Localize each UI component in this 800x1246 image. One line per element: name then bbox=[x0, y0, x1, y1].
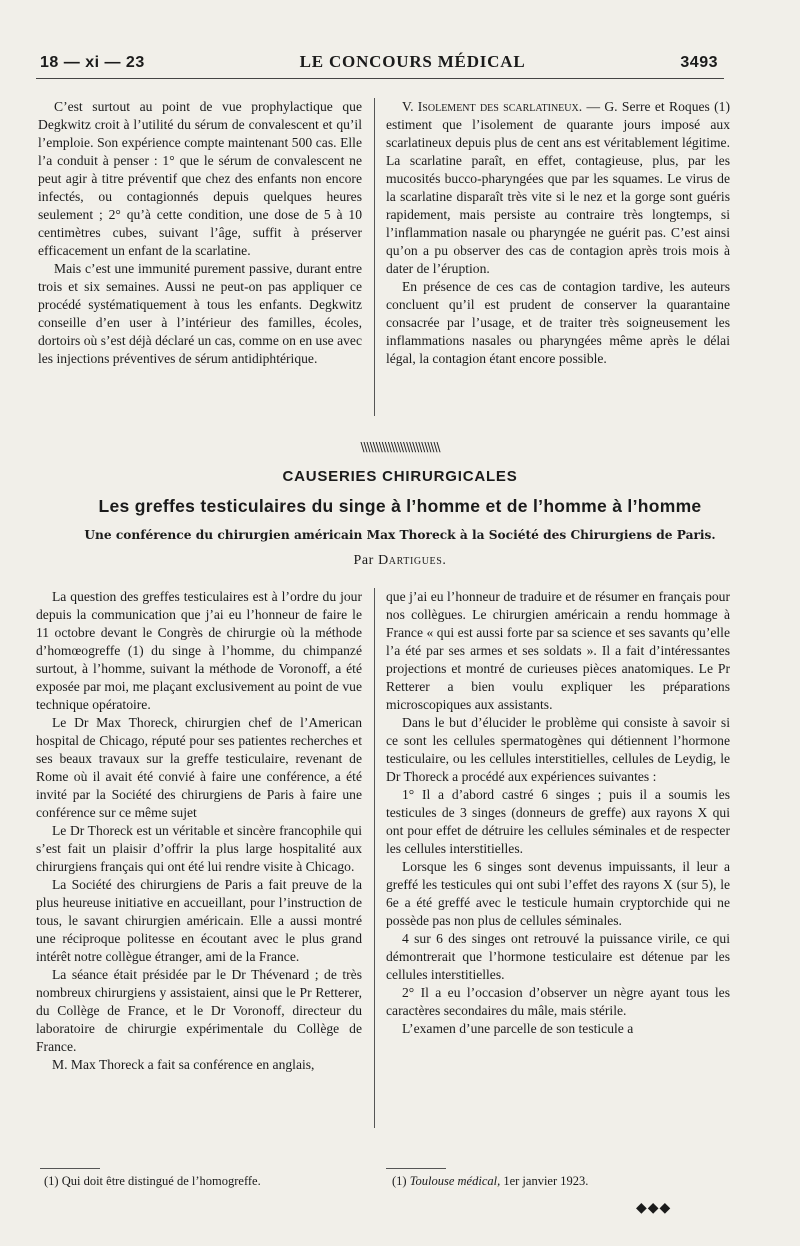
paragraph: Mais c’est une immunité purement passive, durant entre trois et six semaines. Aussi ne peut-on pas appliquer ce procédé systématiquement à tous les enfants. Degkwitz conseille d’en user à l’intérieur des familles, écoles, dortoirs où s’est déjà déclaré un cas, comme on en use avec les injections préventives de sérum antidiphtérique. bbox=[38, 261, 362, 366]
paragraph: M. Max Thoreck a fait sa conférence en anglais, bbox=[52, 1057, 315, 1072]
column-divider bbox=[374, 98, 375, 416]
article-title: Les greffes testiculaires du singe à l’homme et de l’homme à l’homme bbox=[98, 496, 702, 516]
footnote-date: 1er janvier 1923. bbox=[503, 1174, 589, 1188]
footnote-rule bbox=[40, 1168, 100, 1169]
paragraph: 4 sur 6 des singes ont retrouvé la puissance virile, ce qui démontrerait que l’hormone testiculaire est détenue par les cellules interstitielles. bbox=[386, 931, 730, 982]
paragraph: Lorsque les 6 singes sont devenus impuissants, il leur a greffé les testicules qui ont subi l’effet des rayons X (sur 5), le 6e a été greffé avec le testicule humain cryptorchide qui ne possède pas non plus de cellules séminales. bbox=[386, 859, 730, 928]
footnote-rule bbox=[386, 1168, 446, 1169]
footnote-left: (1) Qui doit être distingué de l’homogreffe. bbox=[44, 1174, 261, 1188]
journal-title: LE CONCOURS MÉDICAL bbox=[299, 52, 526, 71]
paragraph: C’est surtout au point de vue prophylactique que Degkwitz croit à l’utilité du sérum de convalescent et qu’il l’emploie. Son expérience compte maintenant 500 cas. Elle l’a conduit à penser : 1° que le sérum de convalescent ne peut agir à titre préventif que chez des enfants non encore infectés, ou contagionnés depuis quelques heures seulement ; 2° qu’à cette condition, une dose de 5 à 10 centimètres cubes, suivant l’âge, suffit à préserver efficacement un enfant de la scarlatine. bbox=[38, 99, 362, 258]
paragraph: Dans le but d’élucider le problème qui consiste à savoir si ce sont les cellules spermatogènes qui détiennent l’hormone testiculaire, ou les cellules interstitielles, cellules de Leydig, le Dr Thoreck a procédé aux expériences suivantes : bbox=[386, 715, 730, 784]
paragraph: Le Dr Max Thoreck, chirurgien chef de l’American hospital de Chicago, réputé pour ses patientes recherches et ses beaux travaux sur la greffe testiculaire, revenant de Rome où il avait été convié à faire une conférence, a été invité par la Société des chirurgiens de Paris à faire une conférence sur ce même sujet bbox=[36, 715, 362, 820]
subsection-heading: V. Isolement des scarlatineux. bbox=[402, 99, 583, 114]
footnote-number: (1) bbox=[392, 1174, 407, 1188]
paragraph: L’examen d’une parcelle de son testicule a bbox=[402, 1021, 634, 1036]
page-number: 3493 bbox=[680, 54, 718, 71]
paragraph: La Société des chirurgiens de Paris a fait preuve de la plus heureuse initiative en accueillant, pour l’instruction de tous, le savant chirurgien américain. Elle a aussi montré une réciproque politesse en écoutant avec le plus grand intérêt notre collègue étranger, ami de la France. bbox=[36, 877, 362, 964]
running-header bbox=[40, 52, 718, 72]
paragraph: 2° Il a eu l’occasion d’observer un nègre ayant tous les caractères secondaires du mâle, mais stérile. bbox=[386, 985, 730, 1018]
header-rule bbox=[36, 78, 724, 79]
paragraph: En présence de ces cas de contagion tardive, les auteurs concluent qu’il est prudent de conserver la quarantaine consacrée par l’usage, et de traiter très soigneusement les inflammations nasales ou pharyngées même après le délai légal, la contagion étant encore possible. bbox=[386, 279, 730, 366]
column-divider bbox=[374, 588, 375, 1128]
end-mark-icon: ◆◆◆ bbox=[636, 1200, 672, 1216]
byline bbox=[0, 553, 800, 569]
paragraph: 1° Il a d’abord castré 6 singes ; puis il a soumis les testicules de 3 singes (donneurs de greffe) aux rayons X qui ont pour effet de détruire les cellules séminales et de respecter les cellules interstitielles. bbox=[386, 787, 730, 856]
footnote-source: Toulouse médical, bbox=[409, 1174, 501, 1188]
article-subtitle: Une conférence du chirurgien américain Max Thoreck à la Société des Chirurgiens de Paris. bbox=[84, 528, 716, 542]
footnote-right bbox=[392, 1174, 732, 1189]
ornament-divider: \\\\\\\\\\\\\\\\\\\\\\\\\\ bbox=[360, 440, 440, 454]
paragraph-text: — G. Serre et Roques (1) estiment que l’isolement de quarante jours imposé aux scarlatineux depuis plus de cent ans est véritablement légitime. La scarlatine paraît, en effet, contagieuse, plus, par les mucosités bucco-pharyngées que par les squames. Le virus de la scarlatine disparaît très vite si le nez et la gorge sont guéris rapidement, mais persiste au contraire très longtemps, si l’inflammation nasale ou pharyngée ne guérit pas. C’est ainsi qu’on a pu observer des cas de contagion après trois mois à dater de l’éruption. bbox=[386, 99, 730, 276]
author-name: Dartigues. bbox=[378, 553, 447, 568]
paragraph bbox=[386, 98, 730, 278]
column-top-left bbox=[38, 98, 362, 368]
paragraph: La question des greffes testiculaires est à l’ordre du jour depuis la communication que j’ai eu l’honneur de faire le 11 octobre devant le Congrès de chirurgie où la méthode d’homœogreffe (1) du singe à l’homme, du chimpanzé surtout, à l’homme, suivant la méthode de Voronoff, a été exposée par moi, me plaçant exclusivement au point de vue technique opératoire. bbox=[36, 589, 362, 712]
byline-prefix: Par bbox=[353, 553, 374, 568]
paragraph: La séance était présidée par le Dr Thévenard ; de très nombreux chirurgiens y assistaient, ainsi que le Pr Retterer, du Collège de France, et le Dr Voronoff, directeur du laboratoire de chirurgie expérimentale du Collège de France. bbox=[36, 967, 362, 1054]
column-top-right bbox=[386, 98, 730, 368]
paragraph: Le Dr Thoreck est un véritable et sincère francophile qui s’est fait un plaisir d’offrir la plus large hospitalité aux chirurgiens français qui ont été lui rendre visite à Chicago. bbox=[36, 823, 362, 874]
paragraph: que j’ai eu l’honneur de traduire et de résumer en français pour nos collègues. Le chirurgien américain a rendu hommage à France « qui est aussi forte par sa science et ses savants qu’elle l’a été par ses armes et ses soldats ». Il a fait d’intéressantes projections et montré de curieuses pièces anatomiques. Le Pr Retterer a bien voulu expliquer les préparations microscopiques aux assistants. bbox=[386, 589, 730, 712]
column-bottom-right bbox=[386, 588, 730, 1038]
section-title: CAUSERIES CHIRURGICALES bbox=[282, 468, 518, 485]
column-bottom-left bbox=[36, 588, 362, 1074]
issue-date: 18 — xi — 23 bbox=[40, 54, 145, 71]
